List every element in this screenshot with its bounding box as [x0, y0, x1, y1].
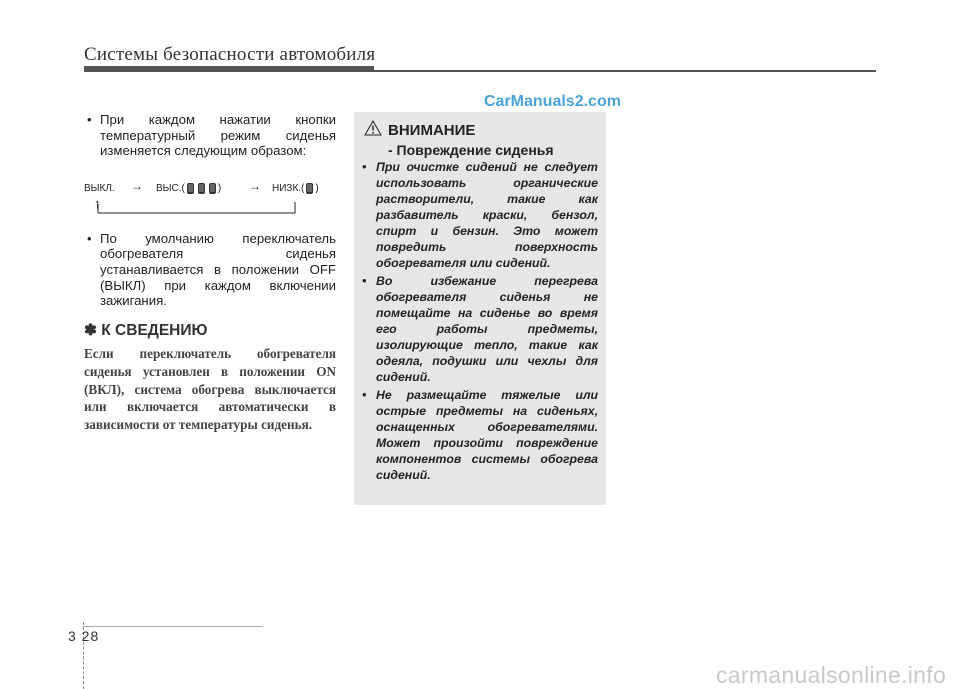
- bullet-text: При каждом нажатии кнопки температурный режим сиденья изменяется следующим образом:: [100, 112, 336, 159]
- footer-rule: [83, 626, 263, 627]
- page-title: Системы безопасности автомобиля: [84, 44, 376, 65]
- warning-item: • Не размещайте тяжелые или острые предметы на сиденьях, оснащенных обогревателями. Может произойти повреждение компонентов системы обогрева сидений.: [362, 388, 598, 482]
- info-heading: ✽ К СВЕДЕНИЮ: [84, 321, 208, 339]
- bullet-dot: •: [87, 230, 92, 246]
- seat-heat-icon: [208, 182, 217, 195]
- warning-item: • Во избежание перегрева обогревателя сиденья не помещайте на сиденье во время его работы предметы, изолирующие тепло, такие как одеяла, подушки или чехлы для сидений.: [362, 274, 598, 384]
- warning-title: ВНИМАНИЕ: [388, 122, 476, 139]
- watermark-bottom[interactable]: carmanualsonline.info: [716, 662, 947, 688]
- cycle-high-label: ВЫС.( ): [156, 182, 222, 194]
- cycle-arrow-1: →: [131, 178, 143, 193]
- left-column: [84, 112, 336, 433]
- info-body: Если переключатель обогревателя сиденья установлен в положении ON (ВКЛ), система обогрева выключается или включается автоматически в зависимости от температуры сиденья.: [84, 346, 336, 432]
- warning-subtitle: - Повреждение сиденья: [388, 142, 554, 158]
- bullet-item-2: [84, 231, 336, 309]
- page-number: 3 28: [68, 628, 100, 644]
- watermark-top[interactable]: CarManuals2.com: [484, 93, 621, 110]
- warning-list: [362, 159, 598, 485]
- seat-heat-icon: [305, 182, 314, 195]
- cycle-return-line: [97, 202, 297, 218]
- heat-cycle-diagram: [84, 169, 336, 225]
- seat-heat-icon: [186, 182, 195, 195]
- bullet-item-1: [84, 112, 336, 159]
- header-rule-thin: [374, 70, 876, 72]
- header-rule-thick: [84, 66, 374, 72]
- warning-icon: [364, 120, 382, 136]
- seat-heat-icon: [197, 182, 206, 195]
- cycle-off-label: ВЫКЛ.: [84, 182, 115, 194]
- cycle-return-arrow: ↑: [94, 195, 101, 211]
- cycle-low-label: НИЗК.( ): [272, 182, 319, 194]
- warning-item: • При очистке сидений не следует использовать органические растворители, такие как разбавитель краски, бензол, спирт и бензин. Это может повредить поверхность обогревателя или сидений.: [362, 160, 598, 270]
- bullet-text: По умолчанию переключатель обогревателя сиденья устанавливается в положении OFF (ВЫКЛ) при каждом включении зажигания.: [100, 230, 336, 309]
- cycle-arrow-2: →: [249, 178, 261, 193]
- bullet-dot: •: [87, 112, 92, 127]
- warning-box: [354, 112, 606, 505]
